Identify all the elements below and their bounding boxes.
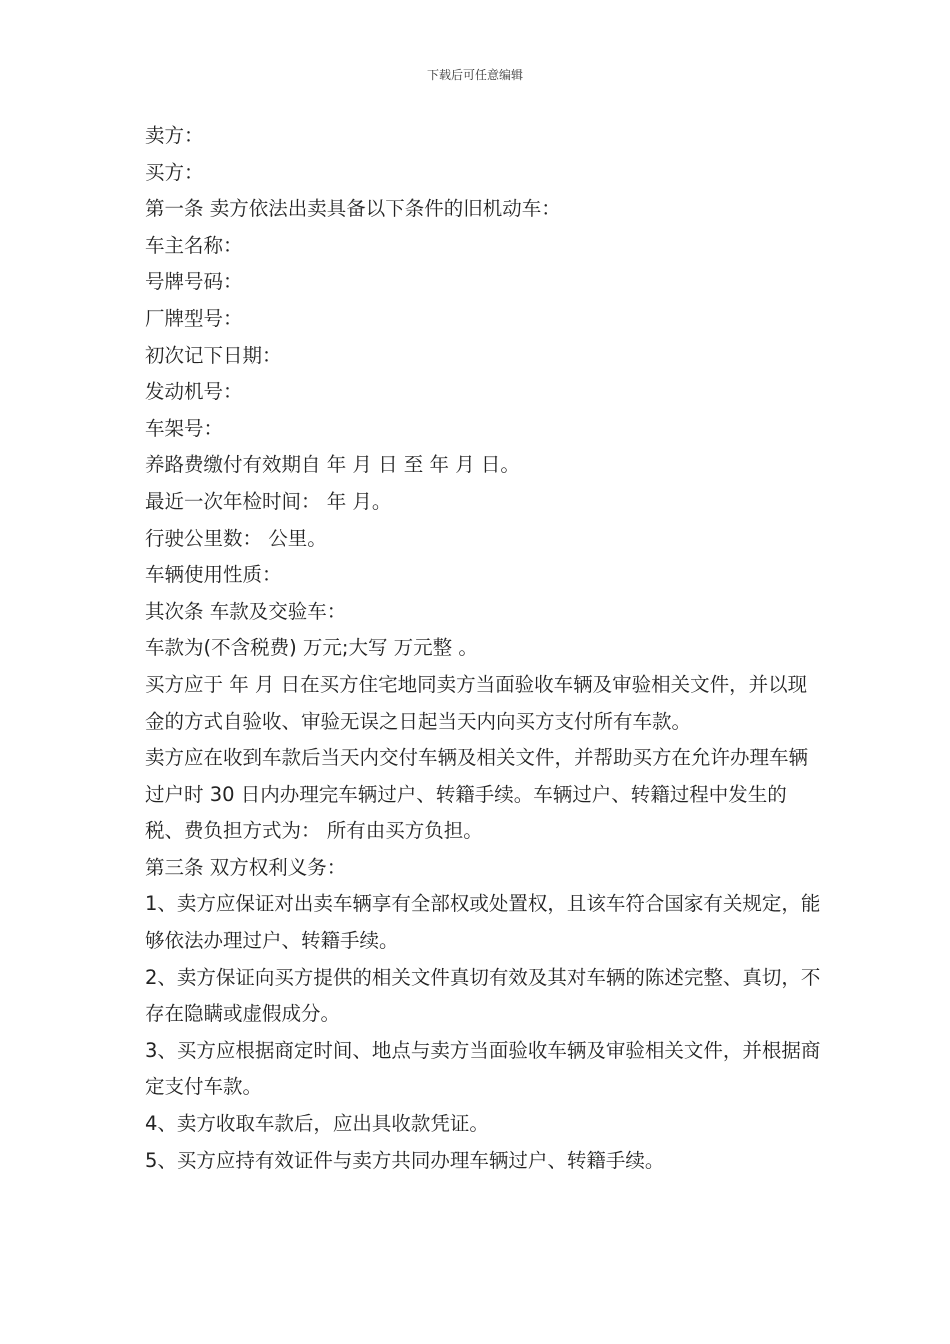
first-registration-date-line: 初次记下日期： [145, 343, 282, 367]
article-2-heading: 其次条 车款及交验车： [145, 599, 347, 623]
price-line: 车款为(不含税费) 万元;大写 万元整 。 [145, 636, 478, 660]
owner-name-line: 车主名称： [145, 233, 243, 257]
delivery-paragraph: 卖方应在收到车款后当天内交付车辆及相关文件，并帮助买方在允许办理车辆过户时 30 日内办理完车辆过户、转籍手续。车辆过户、转籍过程中发生的税、费负担方式为： 所有由买方负担。 [145, 746, 809, 843]
document-body [145, 118, 825, 1179]
page-header-note: 下载后可任意编辑 [426, 68, 523, 82]
frame-number-line: 车架号： [145, 416, 224, 440]
last-inspection-line: 最近一次年检时间： 年 月。 [145, 489, 392, 513]
obligation-item-2: 2、卖方保证向买方提供的相关文件真切有效及其对车辆的陈述完整、真切，不存在隐瞒或虚假成分。 [145, 965, 821, 1026]
article-3-heading: 第三条 双方权利义务： [145, 855, 347, 879]
obligation-item-4: 4、卖方收取车款后，应出具收款凭证。 [145, 1112, 489, 1136]
brand-model-line: 厂牌型号： [145, 306, 243, 330]
seller-line: 卖方： [145, 124, 204, 147]
buyer-line: 买方： [145, 160, 204, 184]
obligation-item-1: 1、卖方应保证对出卖车辆享有全部权或处置权，且该车符合国家有关规定，能够依法办理过户、转籍手续。 [145, 892, 821, 953]
obligation-item-5: 5、买方应持有效证件与卖方共同办理车辆过户、转籍手续。 [145, 1148, 665, 1172]
mileage-line: 行驶公里数： 公里。 [145, 526, 327, 550]
vehicle-usage-line: 车辆使用性质： [145, 563, 282, 587]
engine-number-line: 发动机号： [145, 380, 243, 404]
road-fee-validity-line: 养路费缴付有效期自 年 月 日 至 年 月 日。 [145, 453, 520, 477]
payment-paragraph: 买方应于 年 月 日在买方住宅地同卖方当面验收车辆及审验相关文件，并以现金的方式自验收、审验无误之日起当天内向买方支付所有车款。 [145, 672, 808, 733]
article-1-heading: 第一条 卖方依法出卖具备以下条件的旧机动车： [145, 197, 561, 221]
plate-number-line: 号牌号码： [145, 270, 243, 294]
obligation-item-3: 3、买方应根据商定时间、地点与卖方当面验收车辆及审验相关文件，并根据商定支付车款。 [145, 1038, 821, 1099]
